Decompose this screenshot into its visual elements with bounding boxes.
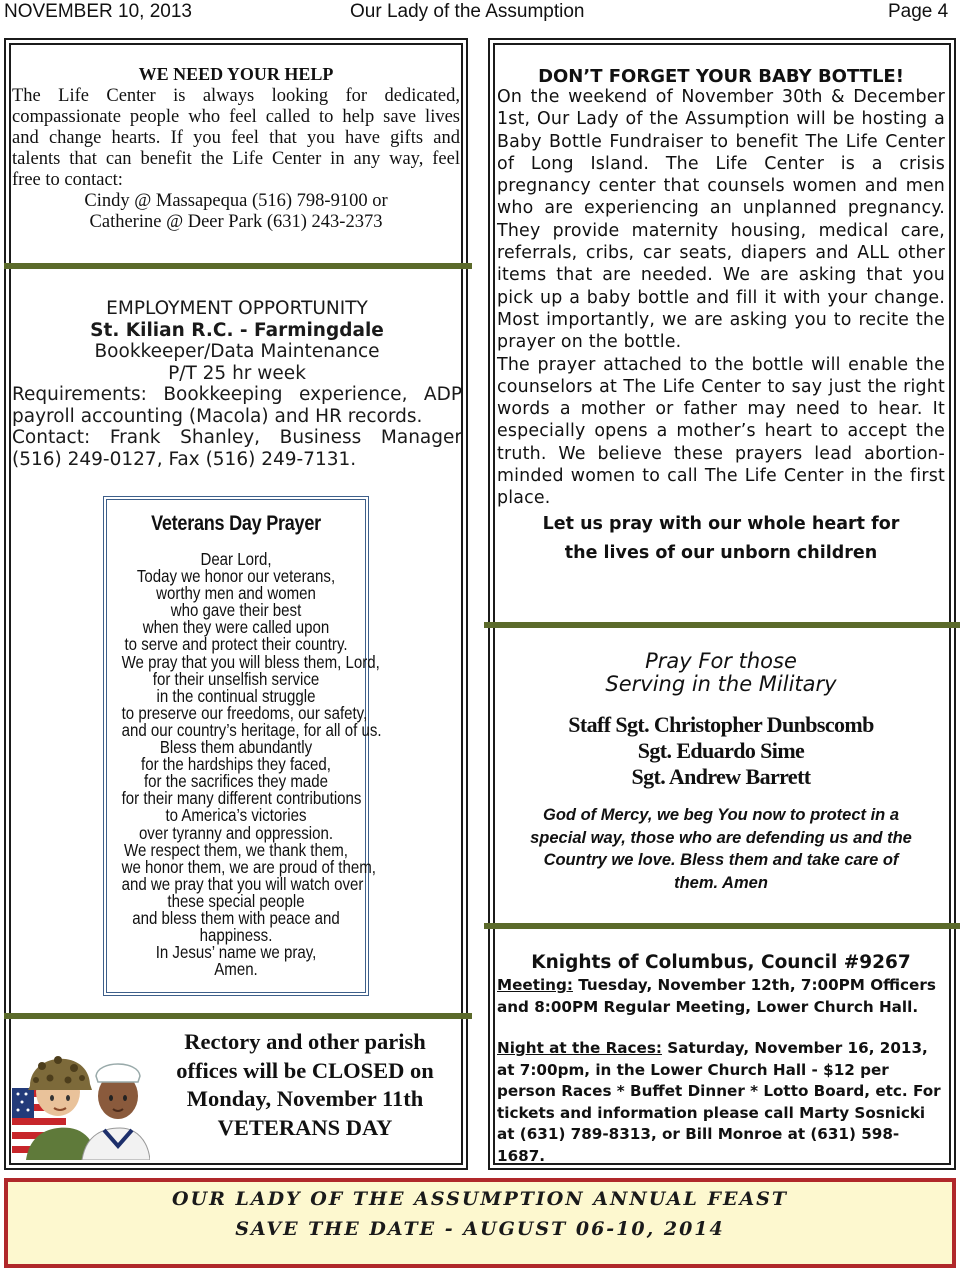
knights-races-text: Saturday, November 16, 2013, at 7:00pm, in the Lower Church Hall - $12 per person Races * Buffet Dinner * Lotto Board, etc. For tickets and information please call Marty Sosnicki at (631) 789-8313, or Bill Monroe at (631) 598-1687. bbox=[497, 1039, 941, 1165]
prayer-line: to preserve our freedoms, our safety, bbox=[121, 702, 368, 723]
help-contact-line: Catherine @ Deer Park (631) 243-2373 bbox=[89, 212, 383, 232]
baby-bottle-paragraph-2: The prayer attached to the bottle will enable the counselors at The Life Center to say just the right words a mother or father may need to hear. It especially opens a mother’s heart to accept the truth. We believe these prayers lead abortion-minded women to call The Life Center in the first place. bbox=[497, 354, 945, 509]
divider-right-2 bbox=[484, 923, 960, 929]
rectory-line: offices will be CLOSED on bbox=[176, 1057, 434, 1083]
help-line: compassionate people who feel called to help save lives bbox=[12, 107, 460, 127]
prayer-line: Today we honor our veterans, bbox=[136, 566, 336, 587]
military-name: Sgt. Andrew Barrett bbox=[631, 764, 811, 789]
prayer-line: We pray that you will bless them, Lord, bbox=[121, 651, 380, 672]
prayer-line: and our country’s heritage, for all of us. bbox=[121, 719, 382, 740]
baby-bottle-section bbox=[497, 66, 945, 568]
prayer-line: to America’s victories bbox=[165, 805, 307, 826]
veterans-prayer bbox=[103, 512, 382, 980]
military-name: Staff Sgt. Christopher Dunbscomb bbox=[568, 712, 874, 737]
knights-meeting-text: Tuesday, November 12th, 7:00PM Officers and 8:00PM Regular Meeting, Lower Church Hall. bbox=[497, 976, 936, 1016]
prayer-line: Amen. bbox=[214, 959, 258, 980]
prayer-line: Bless them abundantly bbox=[159, 737, 313, 758]
employment-hours: P/T 25 hr week bbox=[168, 362, 306, 384]
baby-bottle-title: DON’T FORGET YOUR BABY BOTTLE! bbox=[538, 66, 904, 87]
baby-bottle-closing-2: the lives of our unborn children bbox=[564, 542, 878, 563]
prayer-line: we honor them, we are proud of them, bbox=[121, 856, 376, 877]
prayer-line: when they were called upon bbox=[142, 617, 330, 638]
employment-title: EMPLOYMENT OPPORTUNITY bbox=[106, 298, 368, 319]
prayer-line: for their unselfish service bbox=[152, 668, 320, 689]
prayer-line: to serve and protect their country. bbox=[124, 634, 348, 655]
help-section bbox=[12, 64, 460, 233]
veterans-illustration bbox=[12, 1030, 150, 1160]
knights-races-label: Night at the Races: bbox=[497, 1039, 662, 1057]
help-line: The Life Center is always looking for dedicated, bbox=[12, 86, 460, 106]
military-prayer-line: them. Amen bbox=[674, 873, 768, 892]
employment-section bbox=[12, 298, 462, 470]
prayer-line: for their many different contributions bbox=[121, 788, 362, 809]
help-contact-line: Cindy @ Massapequa (516) 798-9100 or bbox=[84, 191, 388, 211]
knights-title: Knights of Columbus, Council #9267 bbox=[531, 952, 911, 973]
feast-line-2: SAVE THE DATE - AUGUST 06-10, 2014 bbox=[235, 1218, 725, 1240]
employment-contact-2: (516) 249-0127, Fax (516) 249-7131. bbox=[12, 448, 357, 470]
knights-meeting bbox=[497, 975, 945, 1018]
military-prayer-line: special way, those who are defending us and the bbox=[530, 828, 912, 847]
prayer-line: these special people bbox=[167, 890, 305, 911]
knights-meeting-label: Meeting: bbox=[497, 976, 573, 994]
prayer-line: happiness. bbox=[199, 925, 273, 946]
prayer-line: worthy men and women bbox=[156, 583, 316, 604]
prayer-line: We respect them, we thank them, bbox=[124, 839, 348, 860]
military-title-1: Pray For those bbox=[645, 649, 797, 673]
prayer-line: In Jesus’ name we pray, bbox=[155, 942, 317, 963]
veterans-title: Veterans Day Prayer bbox=[151, 512, 321, 535]
baby-bottle-paragraph-1: On the weekend of November 30th & December 1st, Our Lady of the Assumption will be hosting a Baby Bottle Fundraiser to benefit The Life Center of Long Island. The Life Center is a crisis pregnancy center that counsels women and men who are experiencing an unplanned pregnancy. They provide maternity housing, medical care, referrals, cribs, car seats, diapers and ALL other items that are needed. We are asking that you pick up a baby bottle and fill it with your change. Most importantly, we are asking you to recite the prayer on the bottle. bbox=[497, 87, 945, 353]
employment-req-1: Requirements: Bookkeeping experience, ADP bbox=[12, 384, 462, 405]
help-line: and change hearts. If you feel that you have gifts and bbox=[12, 128, 460, 148]
prayer-line: who gave their best bbox=[170, 600, 302, 621]
rectory-line: Monday, November 11th bbox=[186, 1086, 424, 1111]
prayer-line: in the continual struggle bbox=[156, 685, 316, 706]
divider-right-1 bbox=[484, 622, 960, 628]
knights-section bbox=[497, 952, 945, 1167]
rectory-line: VETERANS DAY bbox=[217, 1114, 393, 1140]
prayer-line: over tyranny and oppression. bbox=[138, 822, 334, 843]
military-prayer-line: Country we love. Bless them and take care of bbox=[543, 851, 899, 869]
prayer-line: for the sacrifices they made bbox=[143, 771, 329, 792]
feast-banner bbox=[4, 1178, 956, 1268]
help-body bbox=[12, 86, 460, 191]
military-title-2: Serving in the Military bbox=[605, 672, 837, 696]
military-section bbox=[497, 650, 945, 894]
military-names bbox=[497, 712, 945, 790]
military-name: Sgt. Eduardo Sime bbox=[637, 738, 805, 763]
help-contacts bbox=[12, 191, 460, 233]
divider-left-2 bbox=[4, 1013, 472, 1019]
employment-parish: St. Kilian R.C. - Farmingdale bbox=[90, 319, 384, 341]
veterans-lines bbox=[103, 549, 382, 980]
military-prayer-line: God of Mercy, we beg You now to protect in a bbox=[543, 806, 899, 824]
help-title: WE NEED YOUR HELP bbox=[138, 64, 334, 84]
feast-line-1: OUR LADY OF THE ASSUMPTION ANNUAL FEAST bbox=[171, 1188, 789, 1210]
divider-left-1 bbox=[4, 263, 472, 269]
employment-contact-1: Contact: Frank Shanley, Business Manager bbox=[12, 427, 462, 448]
soldier-sailor-icon bbox=[12, 1030, 150, 1160]
military-prayer bbox=[497, 804, 945, 894]
baby-bottle-closing-1: Let us pray with our whole heart for bbox=[542, 513, 900, 534]
knights-races bbox=[497, 1038, 945, 1167]
header-date: NOVEMBER 10, 2013 bbox=[4, 1, 192, 22]
employment-position: Bookkeeper/Data Maintenance bbox=[94, 341, 380, 362]
employment-req-2: payroll accounting (Macola) and HR records. bbox=[12, 405, 423, 427]
rectory-notice bbox=[150, 1028, 460, 1142]
header-parish: Our Lady of the Assumption bbox=[350, 1, 585, 22]
header-page: Page 4 bbox=[888, 1, 949, 22]
rectory-line: Rectory and other parish bbox=[184, 1029, 426, 1054]
prayer-line: and bless them with peace and bbox=[132, 907, 340, 928]
help-line: free to contact: bbox=[12, 170, 123, 190]
help-line: talents that can benefit the Life Center in any way, feel bbox=[12, 149, 460, 169]
prayer-line: and we pray that you will watch over bbox=[121, 873, 364, 894]
prayer-line: Dear Lord, bbox=[200, 549, 272, 569]
prayer-line: for the hardships they faced, bbox=[141, 754, 331, 775]
